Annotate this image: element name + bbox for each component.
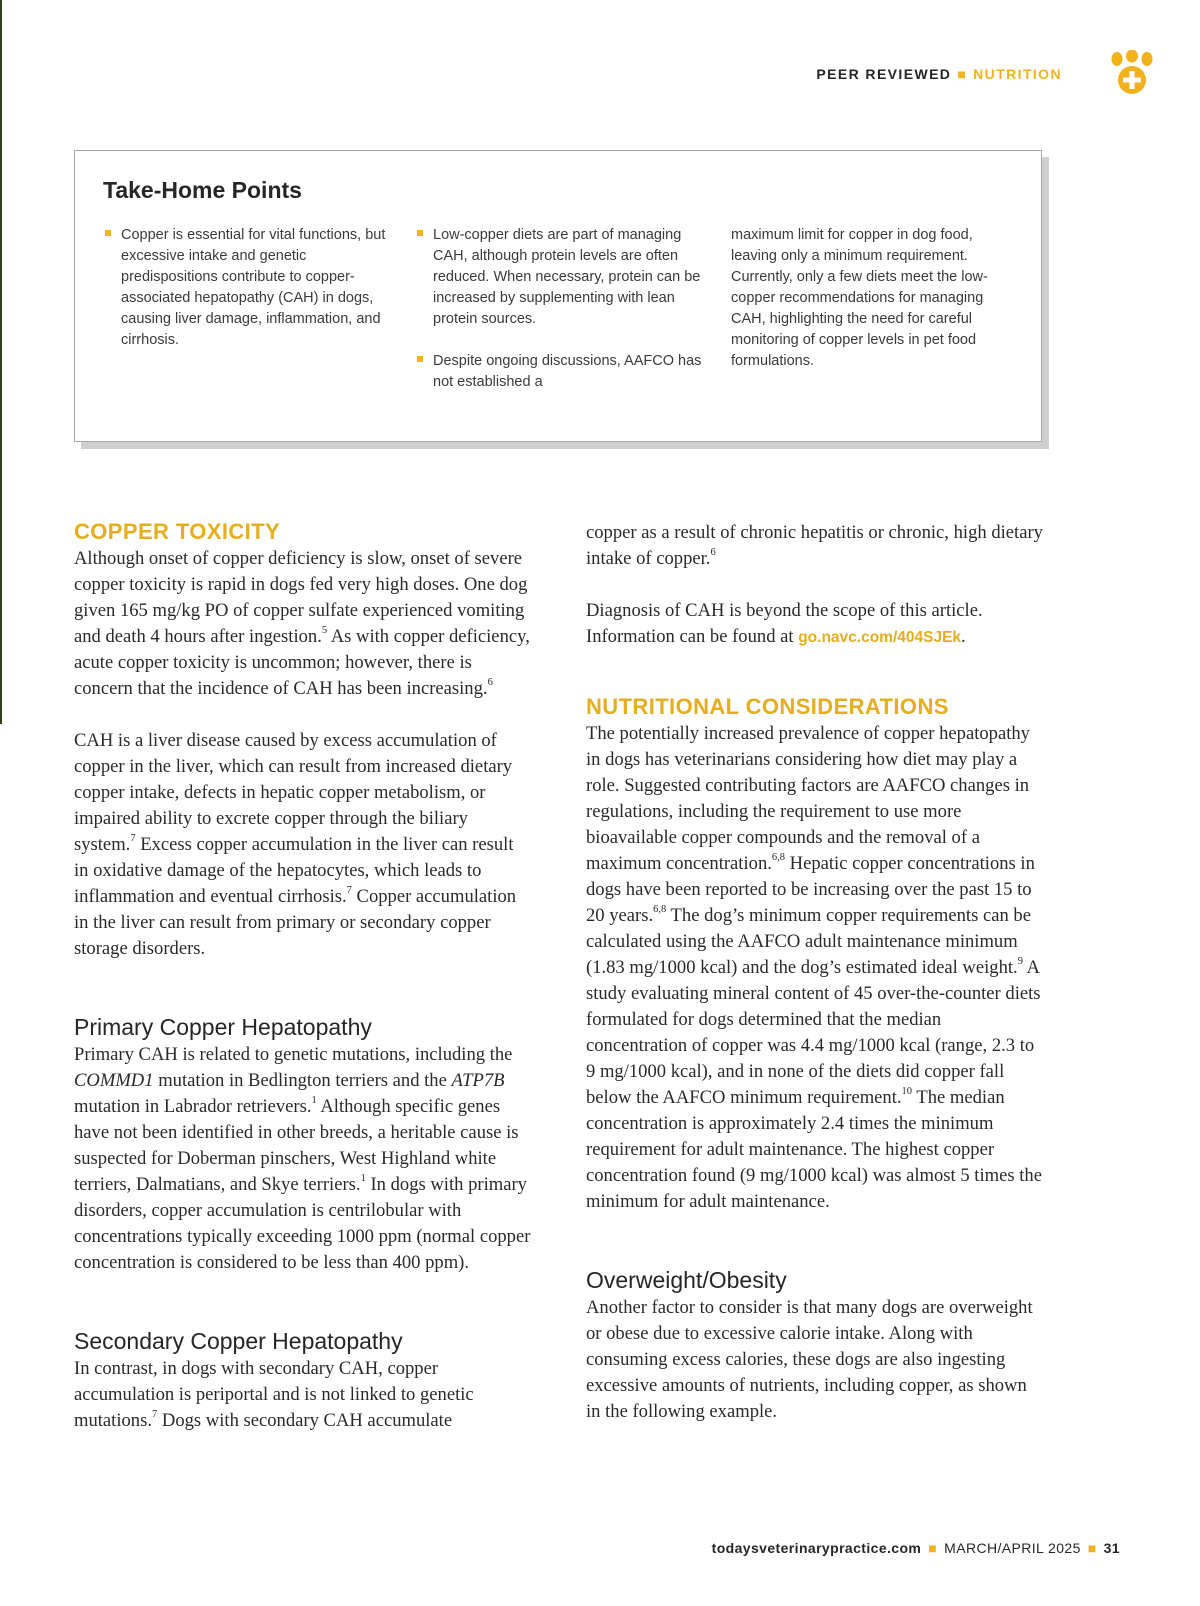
- bullet-square-icon: [417, 356, 423, 362]
- heading-copper-toxicity: COPPER TOXICITY: [74, 519, 281, 544]
- take-home-point-text: Copper is essential for vital functions, but excessive intake and genetic predispositions contribute to copper-associated hepatopathy (CAH) in dogs, causing liver damage, inflammation, and cirrhosis.: [121, 227, 386, 348]
- take-home-point: [417, 225, 707, 330]
- take-home-column-2: [417, 225, 707, 414]
- paw-plus-icon: [1108, 50, 1156, 96]
- footer-separator: ■: [1087, 1540, 1097, 1556]
- take-home-points-box: [74, 150, 1042, 442]
- citation: 6,8: [653, 903, 667, 915]
- running-header: [816, 66, 1062, 82]
- header-separator: ■: [957, 66, 968, 82]
- right-column: [586, 520, 1044, 1451]
- citation: 5: [321, 624, 328, 636]
- footer-separator: ■: [928, 1540, 938, 1556]
- citation: 10: [901, 1085, 913, 1097]
- gene-name: COMMD1: [74, 1070, 154, 1091]
- body-paragraph: Diagnosis of CAH is beyond the scope of this article. Information can be found at go.navc.com/404SJEk.: [586, 600, 983, 647]
- body-paragraph: CAH is a liver disease caused by excess accumulation of copper in the liver, which can result from increased dietary copper intake, defects in hepatic copper metabolism, or impaired ability to excrete copper through the biliary system.$^7$ Excess copper accumulation in the liver can result in oxidative damage of the hepatocytes, which leads to inflammation and eventual cirrhosis.$^7$ Copper accumulation in the liver can result from primary or secondary copper storage disorders.: [74, 730, 517, 959]
- bullet-square-icon: [417, 230, 423, 236]
- heading-primary-copper-hepatopathy: Primary Copper Hepatopathy: [74, 1014, 372, 1040]
- body-paragraph: Although onset of copper deficiency is slow, onset of severe copper toxicity is rapid in dogs fed very high doses. One dog given 165 mg/kg PO of copper sulfate experienced vomiting and death 4 hours after ingestion.$^5$ As with copper deficiency, acute copper toxicity is uncommon; however, there is concern that the incidence of CAH has been increasing.$^6$: [74, 548, 530, 699]
- citation: 6: [487, 676, 493, 688]
- page-edge-line: [0, 0, 2, 724]
- citation: 9: [1017, 955, 1023, 967]
- body-paragraph: copper as a result of chronic hepatitis or chronic, high dietary intake of copper.$^6$: [586, 522, 1043, 569]
- take-home-point-continued: maximum limit for copper in dog food, leaving only a minimum requirement. Currently, only a few diets meet the low-copper recommendations for managing CAH, highlighting the need for careful monitoring of copper levels in pet food formulations.: [731, 227, 988, 369]
- footer-issue: MARCH/APRIL 2025: [944, 1540, 1081, 1556]
- page-number: 31: [1103, 1540, 1120, 1556]
- page-footer: [712, 1540, 1120, 1556]
- left-column: [74, 520, 532, 1460]
- header-topic: NUTRITION: [973, 66, 1062, 82]
- citation: 7: [346, 884, 352, 896]
- take-home-title: Take-Home Points: [103, 177, 302, 203]
- gene-name: ATP7B: [451, 1070, 505, 1091]
- citation: 7: [152, 1408, 158, 1420]
- heading-nutritional-considerations: NUTRITIONAL CONSIDERATIONS: [586, 694, 949, 719]
- footer-url[interactable]: todaysveterinarypractice.com: [711, 1540, 922, 1556]
- citation: 7: [130, 832, 136, 844]
- body-paragraph: The potentially increased prevalence of copper hepatopathy in dogs has veterinarians considering how diet may play a role. Suggested contributing factors are AAFCO changes in regulations, including the requirement to use more bioavailable copper compounds and the removal of a maximum concentration.$^{6,8}$ Hepatic copper concentrations in dogs have been reported to be increasing over the past 15 to 20 years.$^{6,8}$ The dog’s minimum copper requirements can be calculated using the AAFCO adult maintenance minimum (1.83 mg/1000 kcal) and the dog’s estimated ideal weight.$^9$ A study evaluating mineral content of 45 over-the-counter diets formulated for dogs determined that the median concentration of copper was 4.4 mg/1000 kcal (range, 2.3 to 9 mg/1000 kcal), and in none of the diets did copper fall below the AAFCO minimum requirement.$^{10}$ The median concentration is approximately 2.4 times the minimum requirement for adult maintenance. The highest copper concentration found (9 mg/1000 kcal) was almost 5 times the minimum for adult maintenance.: [586, 723, 1042, 1212]
- citation: 6: [710, 546, 716, 558]
- citation: 6,8: [771, 851, 786, 863]
- header-section: PEER REVIEWED: [816, 66, 952, 82]
- citation: 1: [311, 1094, 317, 1106]
- body-paragraph: Another factor to consider is that many dogs are overweight or obese due to excessive calorie intake. Along with consuming excess calories, these dogs are also ingesting excessive amounts of nutrients, including copper, as shown in the following example.: [586, 1297, 1033, 1422]
- take-home-column-1: [105, 225, 395, 372]
- take-home-point: [105, 225, 395, 351]
- take-home-point: [417, 351, 707, 393]
- body-paragraph: Primary CAH is related to genetic mutations, including the COMMD1 mutation in Bedlington terriers and the ATP7B mutation in Labrador retrievers.$^1$ Although specific genes have not been identified in other breeds, a heritable cause is suspected for Doberman pinschers, West Highland white terriers, Dalmatians, and Skye terriers.$^1$ In dogs with primary disorders, copper accumulation is centrilobular with concentrations typically exceeding 1000 ppm (normal copper concentration is considered to be less than 400 ppm).: [74, 1044, 531, 1273]
- bullet-square-icon: [105, 230, 111, 236]
- take-home-point-text: Despite ongoing discussions, AAFCO has not established a: [433, 353, 702, 390]
- body-paragraph: In contrast, in dogs with secondary CAH, copper accumulation is periportal and is not linked to genetic mutations.$^7$ Dogs with secondary CAH accumulate: [74, 1358, 474, 1431]
- heading-secondary-copper-hepatopathy: Secondary Copper Hepatopathy: [74, 1328, 403, 1354]
- heading-overweight-obesity: Overweight/Obesity: [586, 1267, 787, 1293]
- take-home-column-3: [731, 225, 1021, 372]
- take-home-point-text: Low-copper diets are part of managing CAH, although protein levels are often reduced. When necessary, protein can be increased by supplementing with lean protein sources.: [433, 227, 701, 327]
- article-link[interactable]: go.navc.com/404SJEk: [798, 629, 962, 646]
- citation: 1: [360, 1172, 366, 1184]
